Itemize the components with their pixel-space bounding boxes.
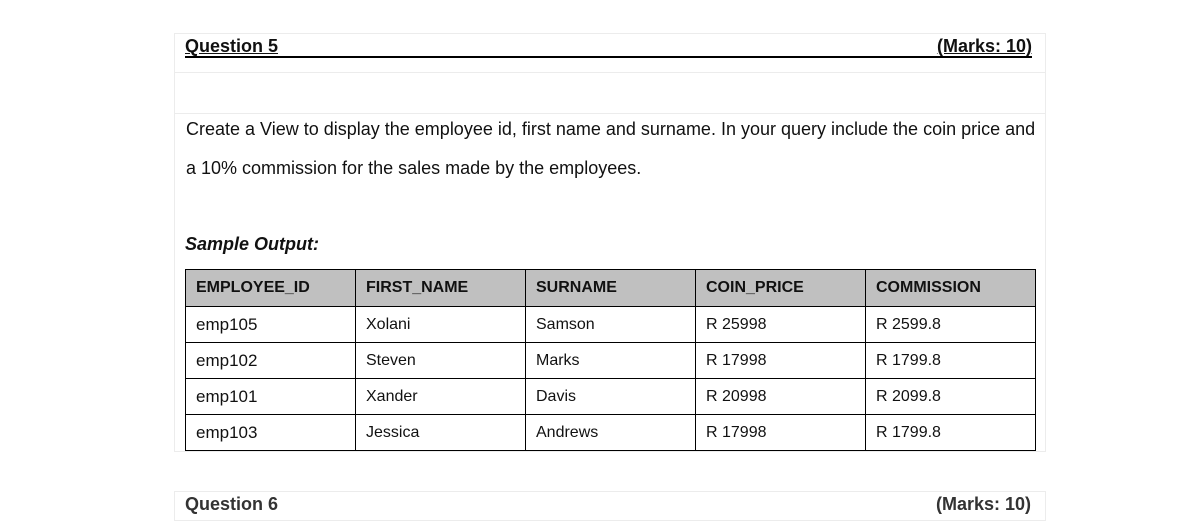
sample-output-table (185, 269, 1036, 451)
table-cell: emp103 (186, 415, 356, 451)
next-question-title: Question 6 (185, 494, 279, 514)
table-cell: Steven (356, 343, 526, 379)
column-header: SURNAME (526, 270, 696, 307)
column-header: COMMISSION (866, 270, 1036, 307)
table-cell: Davis (526, 379, 696, 415)
table-cell: R 2599.8 (866, 307, 1036, 343)
table-cell: R 2099.8 (866, 379, 1036, 415)
column-header: FIRST_NAME (356, 270, 526, 307)
table-cell: Samson (526, 307, 696, 343)
question-title: Question 5 (185, 36, 279, 56)
question-header (185, 36, 1032, 58)
table-cell: emp102 (186, 343, 356, 379)
table-cell: emp105 (186, 307, 356, 343)
next-question-header (174, 491, 1046, 521)
table-row (186, 307, 1036, 343)
table-cell: emp101 (186, 379, 356, 415)
column-header: EMPLOYEE_ID (186, 270, 356, 307)
sample-output-label: Sample Output: (185, 234, 319, 254)
table-cell: Marks (526, 343, 696, 379)
question-marks: (Marks: 10) (936, 36, 1032, 56)
table-cell: R 17998 (696, 415, 866, 451)
table-row (186, 343, 1036, 379)
table-cell: R 25998 (696, 307, 866, 343)
table-cell: R 1799.8 (866, 415, 1036, 451)
table-cell: Xolani (356, 307, 526, 343)
next-question-marks: (Marks: 10) (935, 494, 1031, 514)
table-cell: Andrews (526, 415, 696, 451)
table-cell: Xander (356, 379, 526, 415)
question-text: Create a View to display the employee id, first name and surname. In your query include the coin price and a 10% commission for the sales made by the employees. (186, 119, 1036, 178)
column-header: COIN_PRICE (696, 270, 866, 307)
table-cell: R 17998 (696, 343, 866, 379)
table-cell: R 20998 (696, 379, 866, 415)
divider (174, 72, 1046, 73)
table-cell: R 1799.8 (866, 343, 1036, 379)
table-row (186, 379, 1036, 415)
table-header-row (186, 270, 1036, 307)
table-cell: Jessica (356, 415, 526, 451)
table-row (186, 415, 1036, 451)
